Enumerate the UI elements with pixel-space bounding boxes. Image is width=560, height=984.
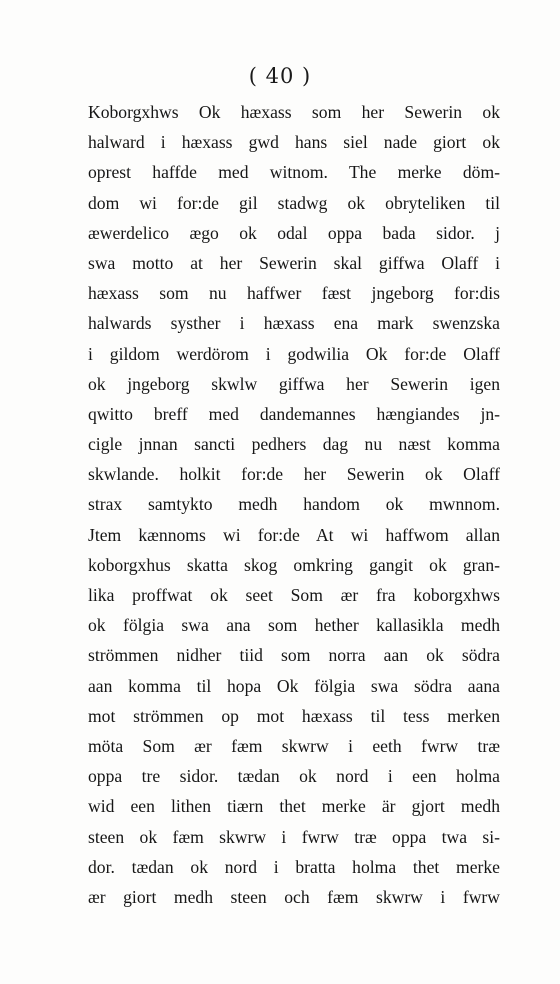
- text-line: dom wi for:de gil stadwg ok obryteliken til: [88, 192, 500, 213]
- text-line: halward i hæxass gwd hans siel nade giort ok: [88, 132, 500, 153]
- text-line: steen ok fæm skwrw i fwrw træ oppa twa si-: [88, 826, 500, 847]
- text-line: swa motto at her Sewerin skal giffwa Olaff i: [88, 252, 500, 273]
- text-line: halwards systher i hæxass ena mark swenzska: [88, 313, 500, 334]
- text-line: mot strömmen op mot hæxass til tess merken: [88, 705, 500, 726]
- text-line: ær giort medh steen och fæm skwrw i fwrw: [88, 886, 500, 907]
- text-line: ok fölgia swa ana som hether kallasikla medh: [88, 615, 500, 636]
- text-line: möta Som ær fæm skwrw i eeth fwrw træ: [88, 735, 500, 756]
- text-line: strax samtykto medh handom ok mwnnom.: [88, 494, 500, 515]
- text-line: strömmen nidher tiid som norra aan ok södra: [88, 645, 500, 666]
- text-line: koborgxhus skatta skog omkring gangit ok gran-: [88, 554, 500, 575]
- body-text: [88, 97, 500, 912]
- text-line: qwitto breff med dandemannes hængiandes jn-: [88, 403, 500, 424]
- text-line: hæxass som nu haffwer fæst jngeborg for:dis: [88, 283, 500, 304]
- text-line: wid een lithen tiærn thet merke är gjort medh: [88, 796, 500, 817]
- text-line: i gildom werdörom i godwilia Ok for:de Olaff: [88, 343, 500, 364]
- text-line: lika proffwat ok seet Som ær fra koborgxhws: [88, 585, 500, 605]
- text-line: skwlande. holkit for:de her Sewerin ok Olaff: [88, 464, 500, 485]
- text-line: Koborgxhws Ok hæxass som her Sewerin ok: [88, 102, 500, 122]
- text-line: dor. tædan ok nord i bratta holma thet merke: [88, 856, 500, 877]
- text-line: ok jngeborg skwlw giffwa her Sewerin igen: [88, 373, 500, 394]
- text-line: oppa tre sidor. tædan ok nord i een holma: [88, 766, 500, 787]
- text-line: cigle jnnan sancti pedhers dag nu næst komma: [88, 434, 500, 455]
- text-line: oprest haffde med witnom. The merke döm-: [88, 162, 500, 183]
- text-line: Jtem kænnoms wi for:de At wi haffwom allan: [88, 524, 500, 545]
- text-line: æwerdelico ægo ok odal oppa bada sidor. j: [88, 222, 500, 243]
- page-number: ( 40 ): [248, 64, 312, 88]
- text-line: aan komma til hopa Ok fölgia swa södra aana: [88, 675, 500, 696]
